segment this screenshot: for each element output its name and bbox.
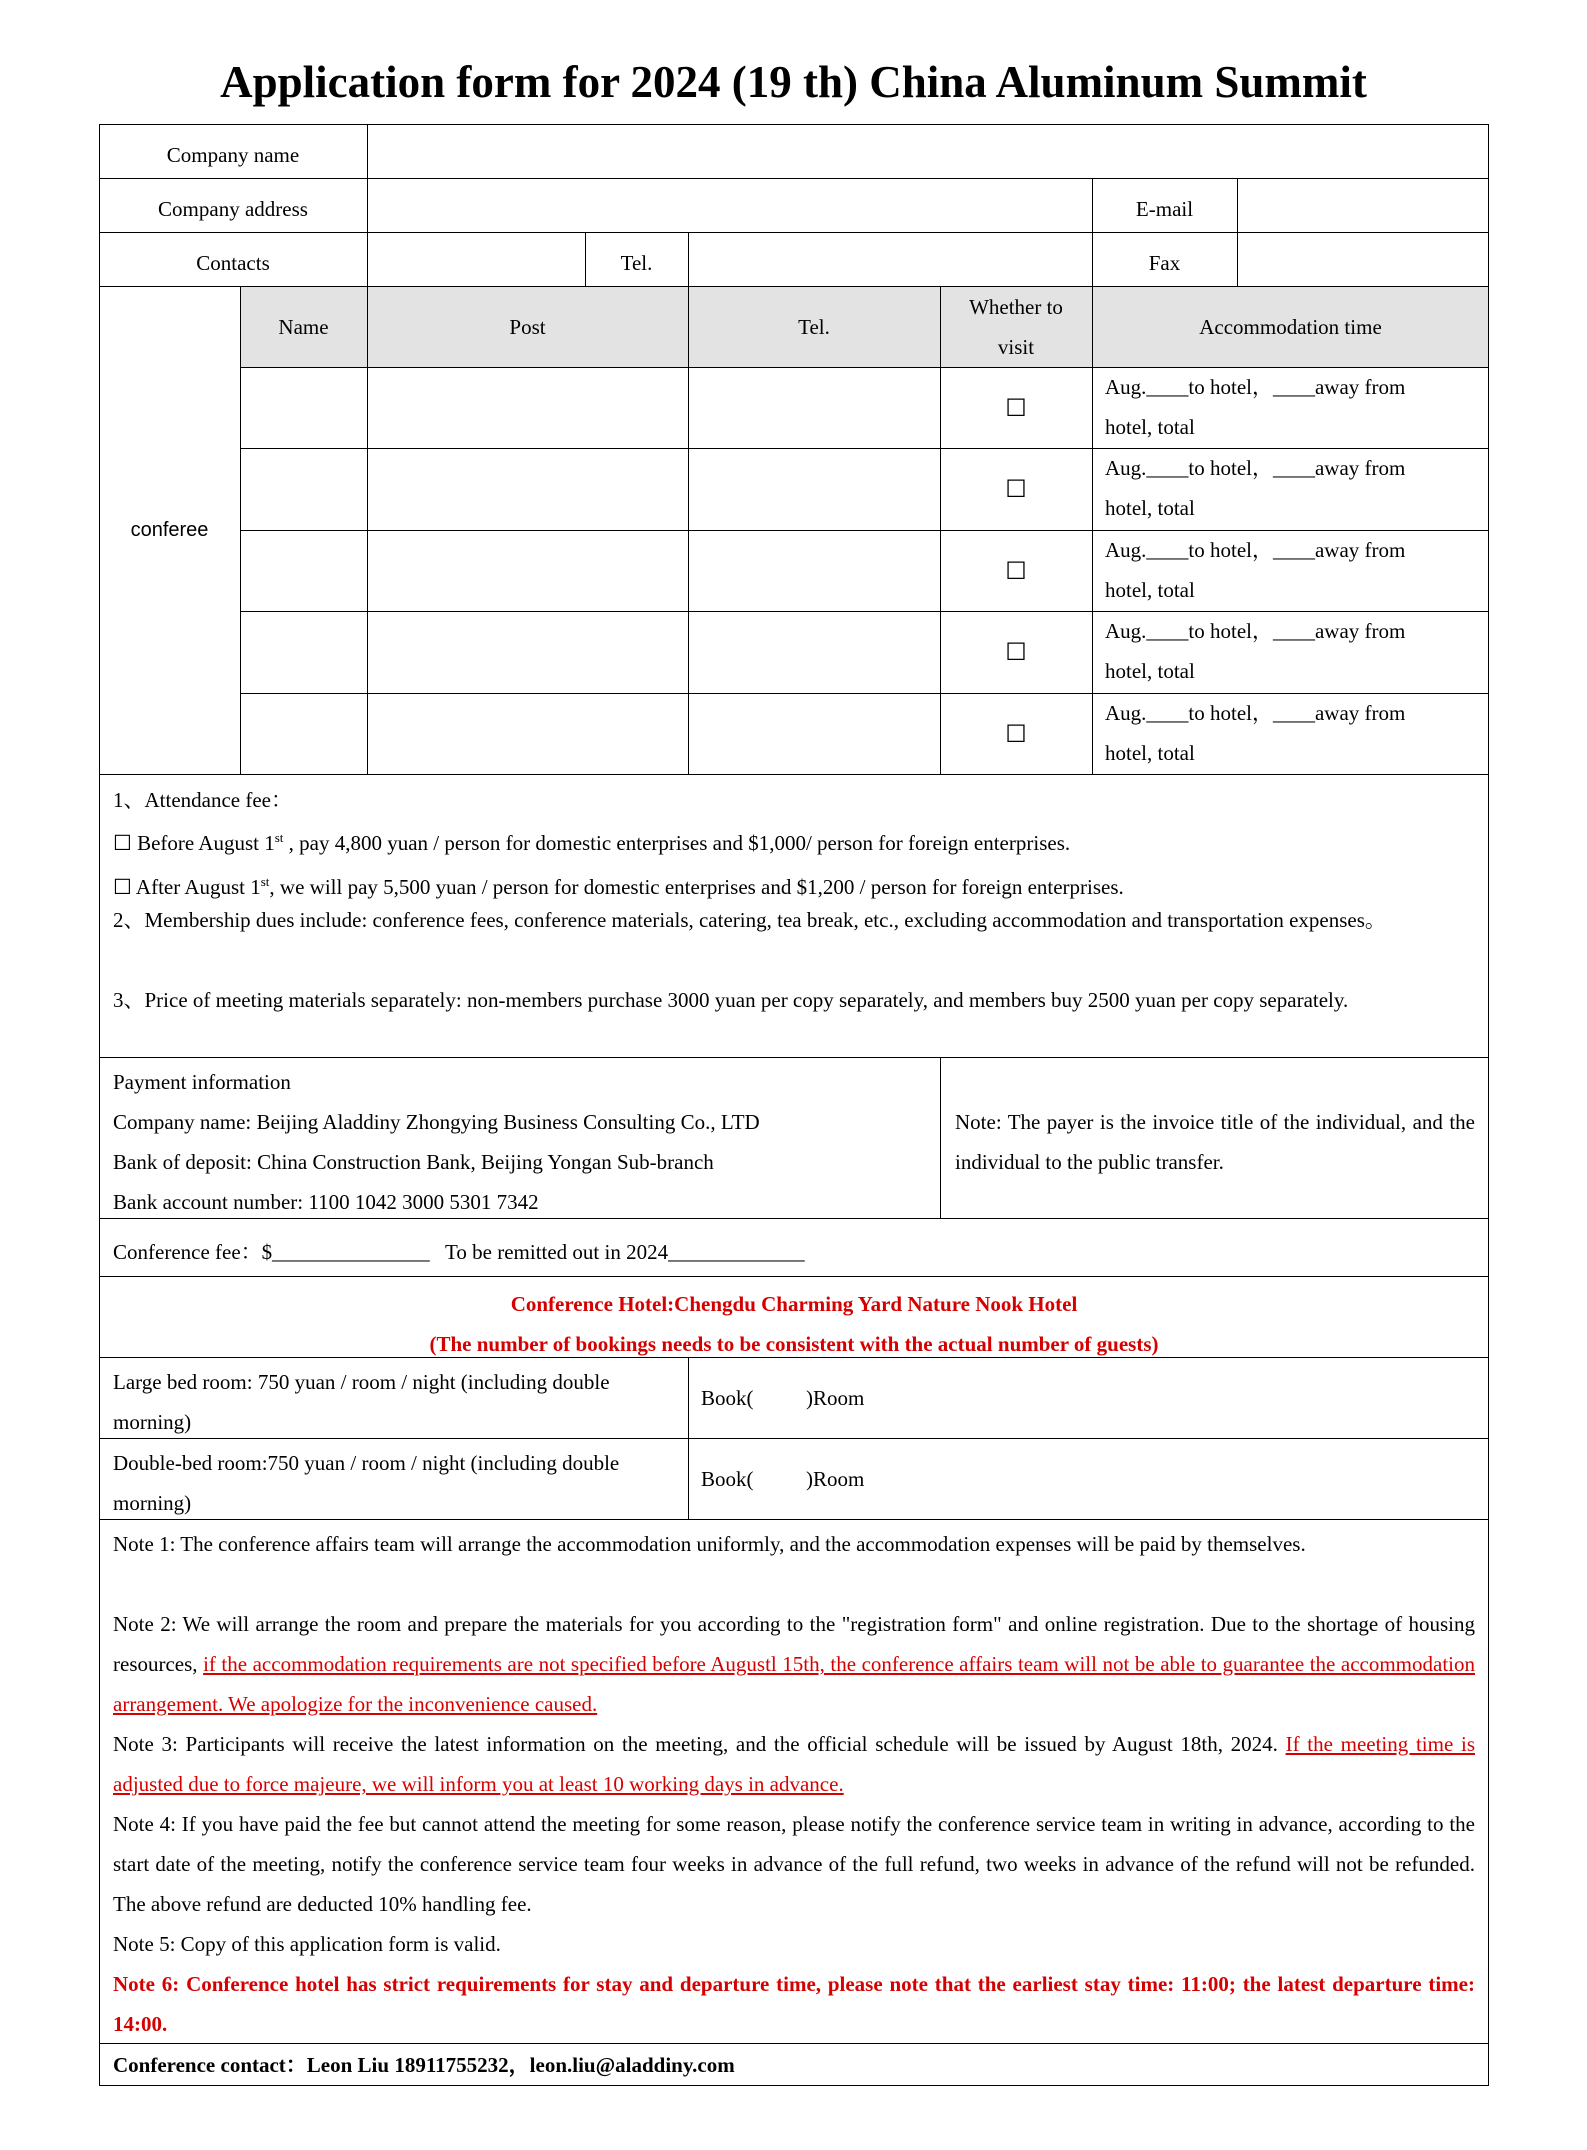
visit-checkbox[interactable]: ☐ (1005, 393, 1027, 422)
contacts-label: Contacts (196, 251, 270, 275)
attendee-post-input[interactable] (367, 448, 688, 529)
form-title: Application form for 2024 (19 th) China Aluminum Summit (220, 57, 1367, 107)
accommodation-time-field[interactable] (1092, 367, 1489, 448)
membership-dues-text: 2、Membership dues include: conference fees, conference materials, catering, tea break, etc., excluding accommodation and transportation expenses。 (113, 908, 1386, 932)
attendee-name-input[interactable] (240, 367, 367, 448)
attendee-name-input[interactable] (240, 693, 367, 774)
attendee-tel-input[interactable] (688, 367, 940, 448)
note-2 (113, 1604, 1475, 1724)
accommodation-time-field[interactable] (1092, 611, 1489, 692)
rule (940, 1057, 941, 1218)
tel-input[interactable] (688, 232, 1092, 286)
attendee-tel-input[interactable] (688, 448, 940, 529)
email-input[interactable] (1237, 178, 1489, 232)
note-1: Note 1: The conference affairs team will arrange the accommodation uniformly, and the accommodation expenses will be paid by themselves. (113, 1532, 1306, 1556)
accommodation-time-field[interactable] (1092, 693, 1489, 774)
fee-option-after-pre: ☐ After August 1 (113, 875, 261, 899)
visit-column-header: Whether to visit (969, 294, 1063, 359)
fee-option-before-sup: st (274, 830, 284, 845)
fee-heading: 1、Attendance fee： (113, 788, 293, 812)
conferee-label: conferee (130, 519, 209, 541)
payment-note: Note: The payer is the invoice title of the individual, and the individual to the public transfer. (955, 1110, 1475, 1174)
attendee-post-input[interactable] (367, 367, 688, 448)
payment-heading: Payment information (113, 1070, 291, 1094)
materials-price-text: 3、Price of meeting materials separately: non-members purchase 3000 yuan per copy separately, and members buy 2500 yuan per copy separately. (113, 988, 1349, 1012)
fee-option-before-pre: ☐ Before August 1 (113, 831, 275, 855)
attendee-name-input[interactable] (240, 448, 367, 529)
rule (99, 1276, 1489, 1277)
accommodation-line-2: hotel, total (1105, 415, 1195, 439)
conference-fee-line[interactable]: Conference fee：$_______________ To be remitted out in 2024_____________ (113, 1240, 805, 1264)
fee-option-before-post: , pay 4,800 yuan / person for domestic enterprises and $1,000/ person for foreign enterprises. (283, 831, 1071, 855)
payment-bank: Bank of deposit: China Construction Bank, Beijing Yongan Sub-branch (113, 1150, 714, 1174)
hotel-name: Conference Hotel:Chengdu Charming Yard Nature Nook Hotel (510, 1292, 1078, 1316)
conference-contact: Conference contact：Leon Liu 18911755232，leon.liu@aladdiny.com (113, 2053, 735, 2077)
attendee-tel-input[interactable] (688, 611, 940, 692)
room-type-large: Large bed room: 750 yuan / room / night (including double morning) (113, 1370, 610, 1434)
attendee-tel-input[interactable] (688, 530, 940, 611)
note-2-warning: if the accommodation requirements are not specified before Augustl 15th, the conference affairs team will not be able to guarantee the accommodation arrangement. We apologize for the inconvenience caused. (113, 1652, 1475, 1716)
accommodation-line-1: Aug.____to hotel，____away from (1105, 701, 1406, 725)
note-3-text: Note 3: Participants will receive the latest information on the meeting, and the official schedule will be issued by August 18th, 2024. (113, 1732, 1286, 1756)
rule (99, 1057, 1489, 1058)
book-large-room[interactable]: Book( )Room (701, 1385, 865, 1410)
visit-checkbox[interactable]: ☐ (1005, 474, 1027, 503)
fee-option-before[interactable] (113, 818, 1070, 863)
company-address-input[interactable] (367, 178, 1092, 232)
attendee-tel-input[interactable] (688, 693, 940, 774)
accommodation-time-field[interactable] (1092, 530, 1489, 611)
attendee-name-input[interactable] (240, 530, 367, 611)
hotel-booking-notice: (The number of bookings needs to be consistent with the actual number of guests) (429, 1332, 1159, 1356)
company-name-label: Company name (166, 143, 300, 167)
book-double-room[interactable]: Book( )Room (701, 1466, 865, 1491)
accommodation-line-2: hotel, total (1105, 578, 1195, 602)
fee-option-after-sup: st (260, 874, 270, 889)
accommodation-column-header: Accommodation time (1199, 314, 1382, 339)
fax-label: Fax (1148, 251, 1181, 275)
accommodation-line-1: Aug.____to hotel，____away from (1105, 538, 1406, 562)
visit-checkbox[interactable]: ☐ (1005, 556, 1027, 585)
attendee-name-input[interactable] (240, 611, 367, 692)
attendee-post-input[interactable] (367, 611, 688, 692)
room-type-double: Double-bed room:750 yuan / room / night (including double morning) (113, 1451, 620, 1515)
note-5: Note 5: Copy of this application form is valid. (113, 1932, 501, 1956)
rule (99, 774, 1489, 775)
fee-option-after-post: , we will pay 5,500 yuan / person for domestic enterprises and $1,200 / person for foreign enterprises. (269, 875, 1124, 899)
note-2-text: Note 2: We will arrange the room and prepare the materials for you according to the "registration form" and online registration. Due to the shortage of housing resources, (113, 1612, 1475, 1676)
accommodation-line-2: hotel, total (1105, 741, 1195, 765)
note-3-warning: If the meeting time is adjusted due to force majeure, we will inform you at least 10 working days in advance. (113, 1732, 1475, 1796)
tel-column-header: Tel. (798, 314, 830, 339)
company-address-label: Company address (158, 197, 308, 221)
email-label: E-mail (1135, 197, 1194, 221)
visit-checkbox[interactable]: ☐ (1005, 637, 1027, 666)
payment-account: Bank account number: 1100 1042 3000 5301 7342 (113, 1190, 539, 1214)
note-6: Note 6: Conference hotel has strict requirements for stay and departure time, please note that the earliest stay time: 11:00; the latest departure time: 14:00. (113, 1972, 1475, 2036)
name-column-header: Name (278, 314, 329, 339)
note-3 (113, 1724, 1475, 1804)
accommodation-time-field[interactable] (1092, 448, 1489, 529)
accommodation-line-1: Aug.____to hotel，____away from (1105, 456, 1406, 480)
accommodation-line-2: hotel, total (1105, 659, 1195, 683)
accommodation-line-1: Aug.____to hotel，____away from (1105, 619, 1406, 643)
accommodation-line-1: Aug.____to hotel，____away from (1105, 375, 1406, 399)
visit-checkbox[interactable]: ☐ (1005, 719, 1027, 748)
accommodation-line-2: hotel, total (1105, 496, 1195, 520)
company-name-input[interactable] (367, 124, 1489, 178)
attendee-post-input[interactable] (367, 693, 688, 774)
note-4: Note 4: If you have paid the fee but cannot attend the meeting for some reason, please notify the conference service team in writing in advance, according to the start date of the meeting, notify the conference service team four weeks in advance of the full refund, two weeks in advance of the refund will not be refunded. The above refund are deducted 10% handling fee. (113, 1812, 1475, 1916)
contacts-input[interactable] (367, 232, 585, 286)
attendee-post-input[interactable] (367, 530, 688, 611)
tel-label: Tel. (620, 251, 653, 275)
fax-input[interactable] (1237, 232, 1489, 286)
post-column-header: Post (509, 314, 546, 339)
payment-company: Company name: Beijing Aladdiny Zhongying Business Consulting Co., LTD (113, 1110, 760, 1134)
